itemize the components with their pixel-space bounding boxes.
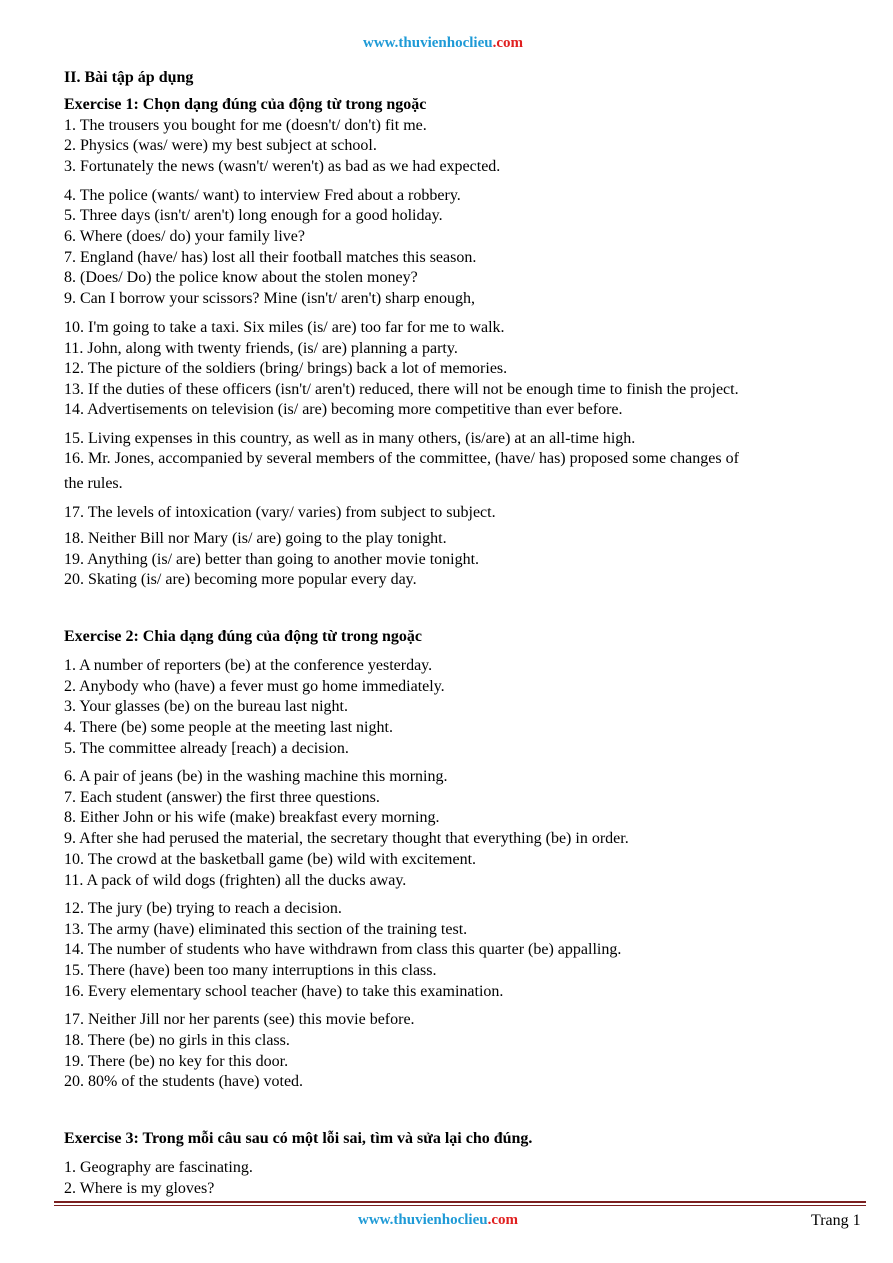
list-item: 16. Mr. Jones, accompanied by several members of the committee, (have/ has) proposed some changes of: [64, 450, 739, 467]
list-item: 11. John, along with twenty friends, (is/ are) planning a party.: [64, 340, 458, 357]
list-item: 1. Geography are fascinating.: [64, 1159, 253, 1176]
list-item: 18. Neither Bill nor Mary (is/ are) going to the play tonight.: [64, 530, 447, 547]
list-item: 14. The number of students who have withdrawn from class this quarter (be) appalling.: [64, 941, 622, 958]
list-item: 12. The jury (be) trying to reach a decision.: [64, 900, 342, 917]
footer-divider: [54, 1201, 866, 1203]
list-item: 1. The trousers you bought for me (doesn't/ don't) fit me.: [64, 117, 427, 134]
list-item: 16. Every elementary school teacher (have) to take this examination.: [64, 983, 504, 1000]
list-item: 17. The levels of intoxication (vary/ varies) from subject to subject.: [64, 504, 496, 521]
list-item: 7. Each student (answer) the first three questions.: [64, 789, 380, 806]
list-item: 17. Neither Jill nor her parents (see) this movie before.: [64, 1011, 415, 1028]
list-item: 6. A pair of jeans (be) in the washing machine this morning.: [64, 768, 448, 785]
list-item: 5. The committee already [reach) a decision.: [64, 740, 349, 757]
list-item: 18. There (be) no girls in this class.: [64, 1032, 290, 1049]
list-item: 19. There (be) no key for this door.: [64, 1053, 289, 1070]
list-item: the rules.: [64, 475, 123, 492]
list-item: 5. Three days (isn't/ aren't) long enough for a good holiday.: [64, 207, 443, 224]
list-item: 1. A number of reporters (be) at the conference yesterday.: [64, 657, 433, 674]
list-item: 20. 80% of the students (have) voted.: [64, 1073, 304, 1090]
list-item: 13. The army (have) eliminated this section of the training test.: [64, 921, 468, 938]
list-item: 8. (Does/ Do) the police know about the stolen money?: [64, 269, 418, 286]
list-item: 3. Fortunately the news (wasn't/ weren't) as bad as we had expected.: [64, 158, 501, 175]
list-item: 7. England (have/ has) lost all their football matches this season.: [64, 249, 477, 266]
exercise2-title: Exercise 2: Chia dạng đúng của động từ trong ngoặc: [64, 628, 422, 645]
list-item: 13. If the duties of these officers (isn't/ aren't) reduced, there will not be enough time to finish the project.: [64, 381, 739, 398]
list-item: 4. The police (wants/ want) to interview Fred about a robbery.: [64, 187, 461, 204]
footer-site-url: www.thuvienhoclieu.com: [358, 1212, 519, 1228]
page-number: Trang 1: [811, 1212, 861, 1229]
exercise1-title: Exercise 1: Chọn dạng đúng của động từ trong ngoặc: [64, 96, 427, 113]
header-site-url: www.thuvienhoclieu.com: [363, 35, 524, 51]
list-item: 6. Where (does/ do) your family live?: [64, 228, 305, 245]
list-item: 20. Skating (is/ are) becoming more popular every day.: [64, 571, 417, 588]
list-item: 10. I'm going to take a taxi. Six miles (is/ are) too far for me to walk.: [64, 319, 505, 336]
exercise3-title: Exercise 3: Trong mỗi câu sau có một lỗi sai, tìm và sửa lại cho đúng.: [64, 1130, 533, 1147]
list-item: 14. Advertisements on television (is/ are) becoming more competitive than ever before.: [64, 401, 623, 418]
list-item: 11. A pack of wild dogs (frighten) all the ducks away.: [64, 872, 407, 889]
list-item: 15. There (have) been too many interruptions in this class.: [64, 962, 437, 979]
list-item: 2. Physics (was/ were) my best subject at school.: [64, 137, 377, 154]
list-item: 15. Living expenses in this country, as well as in many others, (is/are) at an all-time high.: [64, 430, 636, 447]
list-item: 19. Anything (is/ are) better than going to another movie tonight.: [64, 551, 480, 568]
section-title: II. Bài tập áp dụng: [64, 69, 194, 86]
footer-divider-thin: [54, 1205, 866, 1206]
list-item: 3. Your glasses (be) on the bureau last night.: [64, 698, 348, 715]
list-item: 10. The crowd at the basketball game (be) wild with excitement.: [64, 851, 477, 868]
list-item: 12. The picture of the soldiers (bring/ brings) back a lot of memories.: [64, 360, 508, 377]
list-item: 8. Either John or his wife (make) breakfast every morning.: [64, 809, 440, 826]
list-item: 2. Anybody who (have) a fever must go home immediately.: [64, 678, 445, 695]
list-item: 9. Can I borrow your scissors? Mine (isn't/ aren't) sharp enough,: [64, 290, 476, 307]
list-item: 2. Where is my gloves?: [64, 1180, 215, 1197]
list-item: 4. There (be) some people at the meeting last night.: [64, 719, 393, 736]
list-item: 9. After she had perused the material, the secretary thought that everything (be) in order.: [64, 830, 629, 847]
